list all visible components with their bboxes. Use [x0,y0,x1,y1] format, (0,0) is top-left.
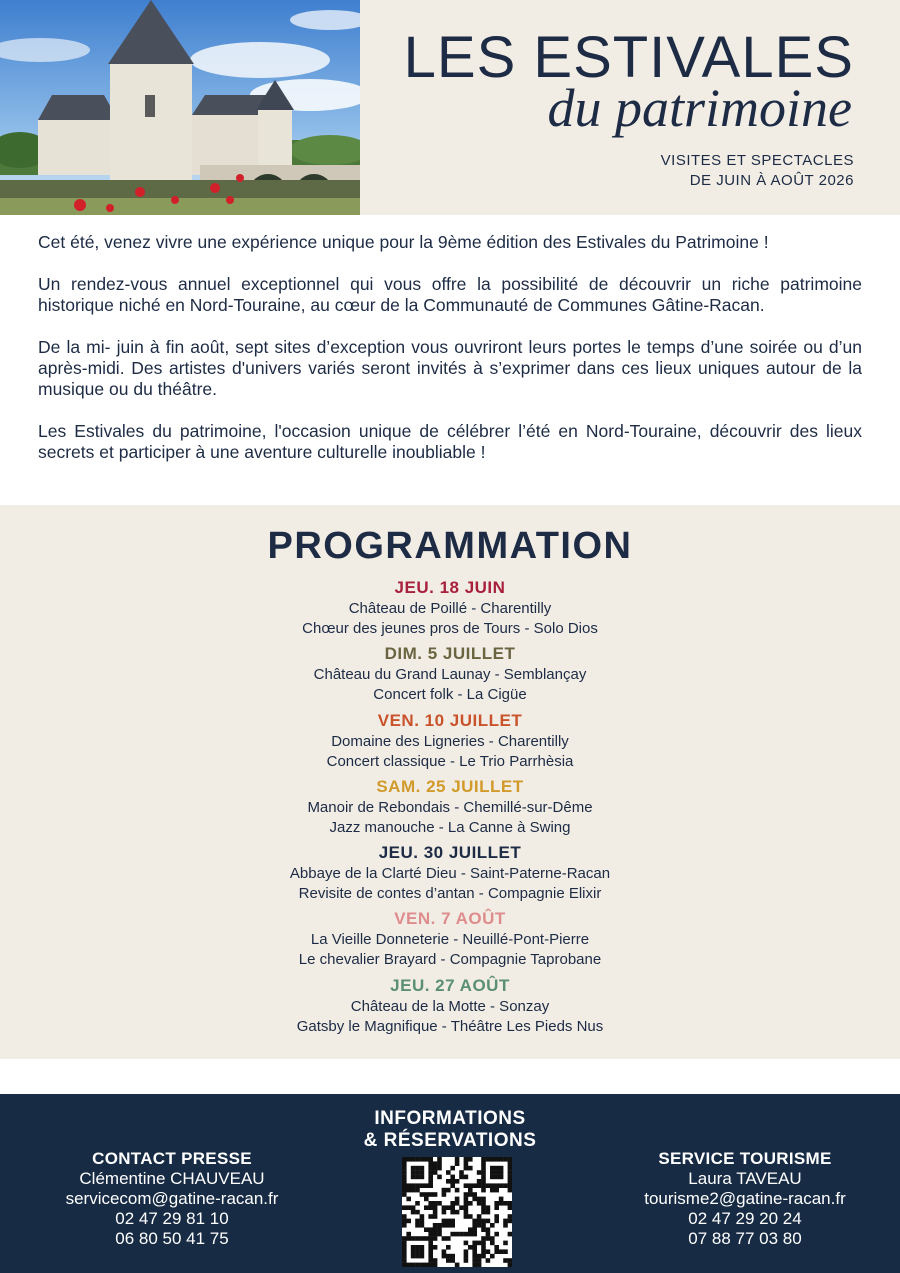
service-tourisme-title: SERVICE TOURISME [658,1149,832,1168]
event-date: DIM. 5 JUILLET [384,644,516,664]
event-show: Gatsby le Magnifique - Théâtre Les Pieds Nus [296,1017,604,1035]
event-item [0,642,900,708]
contact-presse [42,1149,302,1249]
subtitle-line-1: VISITES ET SPECTACLES [660,152,854,169]
event-place: Château de Poillé - Charentilly [348,600,552,617]
intro-paragraph-4: Les Estivales du patrimoine, l'occasion unique de célébrer l’été en Nord-Touraine, découvrir des lieux secrets et participer à une aventure culturelle inoubliable ! [38,421,862,462]
chateau-photo [0,0,360,215]
contact-presse-title: CONTACT PRESSE [92,1149,252,1168]
event-date: JEU. 30 JUILLET [378,843,522,863]
event-show: Le chevalier Brayard - Compagnie Taprobane [298,951,602,969]
header [0,0,900,215]
service-tourisme-name: Laura TAVEAU [688,1169,802,1188]
event-date: SAM. 25 JUILLET [376,776,524,796]
event-show: Chœur des jeunes pros de Tours - Solo Dios [302,620,598,637]
event-place: Manoir de Rebondais - Chemillé-sur-Dême [307,798,593,816]
intro-paragraph-1: Cet été, venez vivre une expérience unique pour la 9ème édition des Estivales du Patrimoine ! [38,232,769,252]
subtitle [661,151,854,191]
event-show: Concert folk - La Cigüe [373,686,527,704]
event-place: Domaine des Ligneries - Charentilly [331,732,569,750]
service-tourisme-phone-1[interactable]: 02 47 29 20 24 [688,1209,802,1228]
event-show: Revisite de contes d’antan - Compagnie Elixir [298,885,602,903]
event-place: Château de la Motte - Sonzay [350,997,550,1015]
event-place: La Vieille Donneterie - Neuillé-Pont-Pierre [310,931,590,949]
event-date: JEU. 27 AOÛT [390,975,510,995]
event-date: JEU. 18 JUIN [394,578,506,597]
info-title-line-2: & RÉSERVATIONS [363,1130,537,1151]
event-date: VEN. 7 AOÛT [394,909,506,929]
event-place: Château du Grand Launay - Semblançay [313,666,587,684]
event-item [0,907,900,973]
intro-paragraph-3: De la mi- juin à fin août, sept sites d’exception vous ouvriront leurs portes le temps d’une soirée ou d’un après-midi. Des artistes d'univers variés seront invités à s’exprimer dans ces lieux uniques autour de la musique ou du théâtre. [38,337,862,399]
info-title-line-1: INFORMATIONS [374,1108,526,1129]
contact-presse-email[interactable]: servicecom@gatine-racan.fr [65,1189,279,1208]
event-show: Concert classique - Le Trio Parrhèsia [326,752,574,770]
contact-presse-name: Clémentine CHAUVEAU [79,1169,265,1188]
title-script: du patrimoine [547,78,852,138]
event-list [0,576,900,1040]
footer [0,1094,900,1273]
service-tourisme-phone-2[interactable]: 07 88 77 03 80 [688,1229,802,1248]
programmation-section [0,505,900,1059]
service-tourisme-email[interactable]: tourisme2@gatine-racan.fr [644,1189,846,1208]
event-item [0,576,900,642]
programmation-title: PROGRAMMATION [267,525,633,567]
qr-code[interactable] [402,1157,512,1267]
contact-presse-phone-2[interactable]: 06 80 50 41 75 [115,1229,229,1248]
event-show: Jazz manouche - La Canne à Swing [329,818,571,836]
subtitle-line-2: DE JUIN À AOÛT 2026 [689,172,854,189]
info-title [0,1108,900,1152]
title-main: LES ESTIVALES [403,25,854,90]
contact-presse-phone-1[interactable]: 02 47 29 81 10 [115,1209,229,1228]
event-item [0,709,900,775]
service-tourisme [615,1149,875,1249]
event-date: VEN. 10 JUILLET [377,710,523,730]
event-item [0,775,900,841]
event-place: Abbaye de la Clarté Dieu - Saint-Paterne-Racan [289,865,611,883]
event-item [0,974,900,1040]
intro-text [38,232,862,484]
event-item [0,841,900,907]
intro-paragraph-2: Un rendez-vous annuel exceptionnel qui vous offre la possibilité de découvrir un riche patrimoine historique niché en Nord-Touraine, au cœur de la Communauté de Communes Gâtine-Racan. [38,274,862,315]
